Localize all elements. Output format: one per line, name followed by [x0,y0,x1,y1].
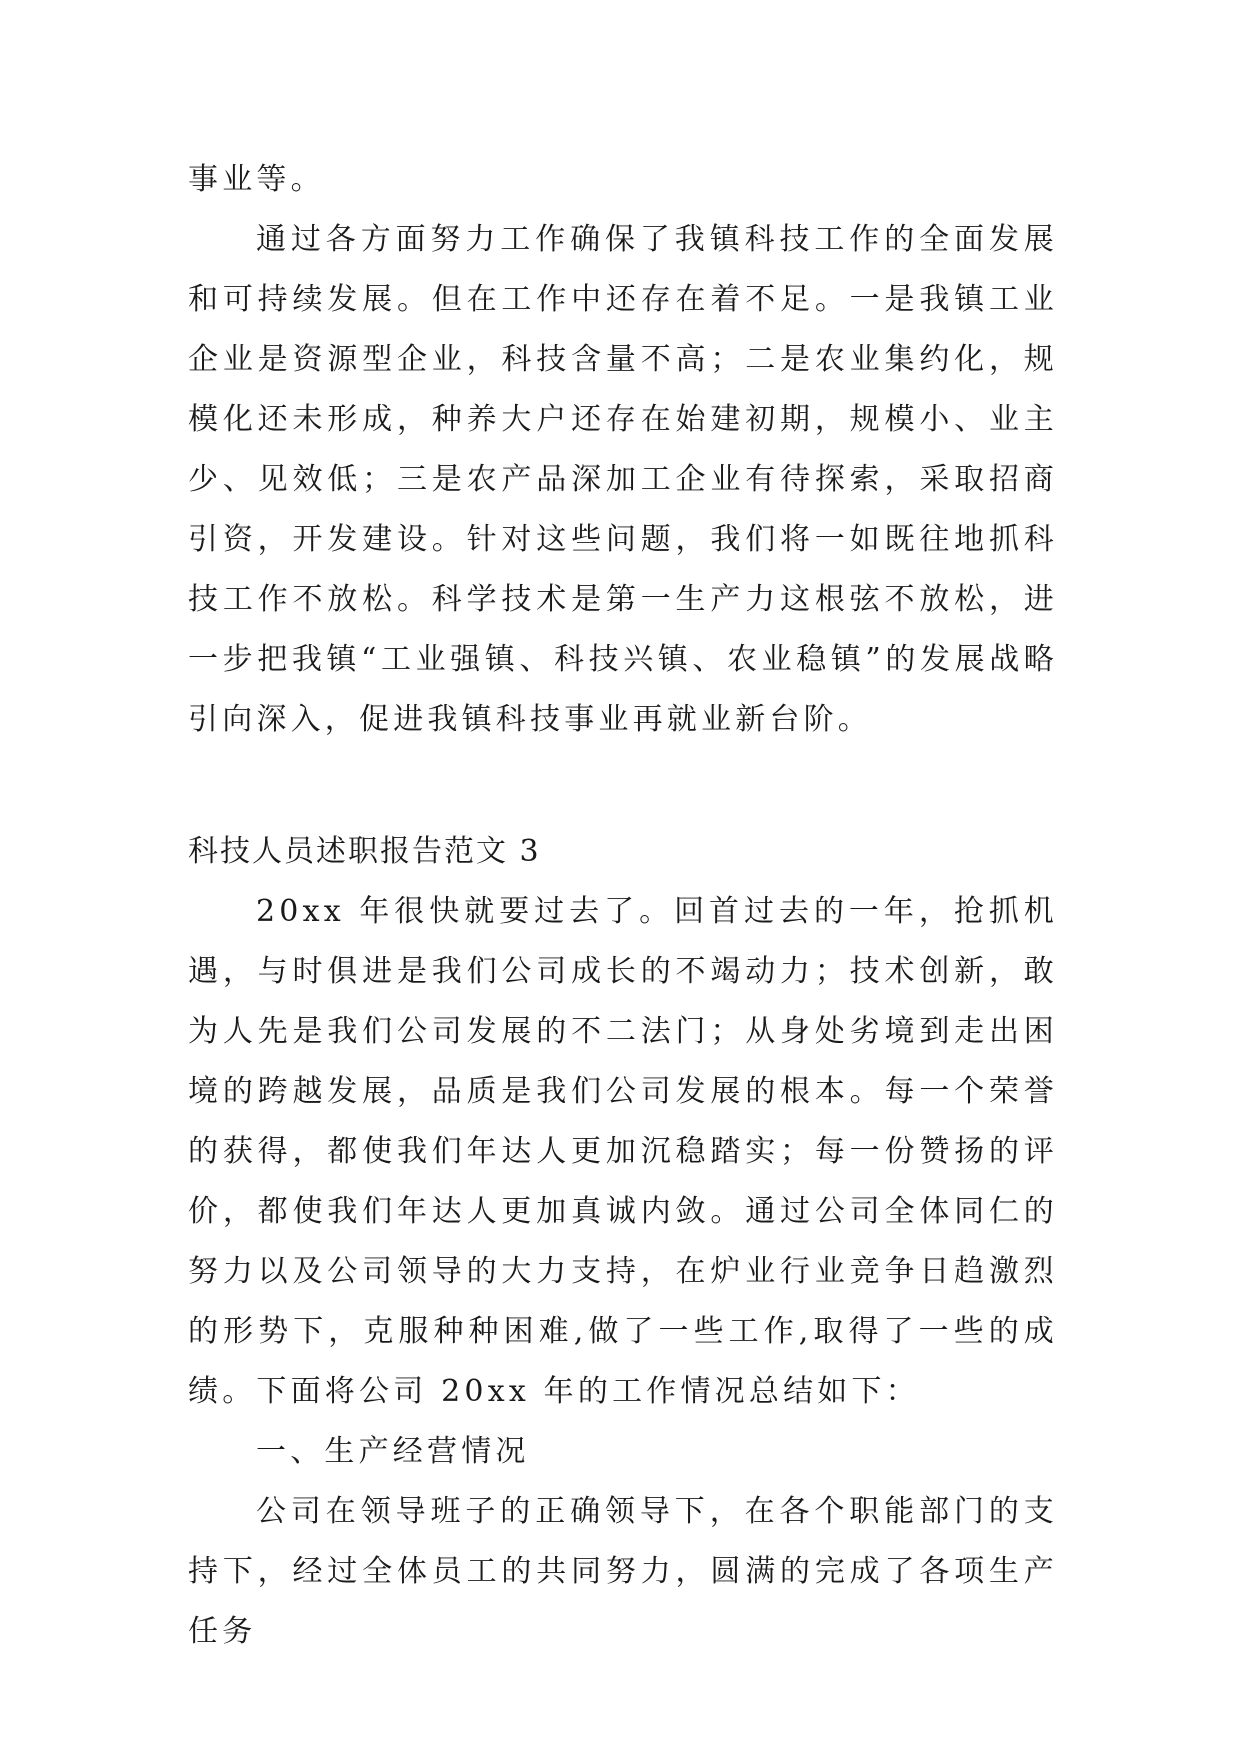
document-body [188,150,1058,1662]
paragraph-intro: 20xx 年很快就要过去了。回首过去的一年，抢抓机遇，与时俱进是我们公司成长的不竭动力；技术创新，敢为人先是我们公司发展的不二法门；从身处劣境到走出困境的跨越发展，品质是我们公司发展的根本。每一个荣誉的获得，都使我们年达人更加沉稳踏实；每一份赞扬的评价，都使我们年达人更加真诚内敛。通过公司全体同仁的努力以及公司领导的大力支持，在炉业行业竞争日趋激烈的形势下，克服种种困难,做了一些工作,取得了一些的成绩。下面将公司 20xx 年的工作情况总结如下： [188,894,1058,1409]
continuation-text: 事业等。 [188,162,325,197]
section-gap [188,750,1058,822]
section-title: 科技人员述职报告范文 3 [188,834,541,869]
paragraph-production: 公司在领导班子的正确领导下，在各个职能部门的支持下，经过全体员工的共同努力，圆满的完成了各项生产任务 [188,1494,1058,1649]
paragraph-summary: 通过各方面努力工作确保了我镇科技工作的全面发展和可持续发展。但在工作中还存在着不足。一是我镇工业企业是资源型企业，科技含量不高；二是农业集约化，规模化还未形成，种养大户还存在始建初期，规模小、业主少、见效低；三是农产品深加工企业有待探索，采取招商引资，开发建设。针对这些问题，我们将一如既往地抓科技工作不放松。科学技术是第一生产力这根弦不放松，进一步把我镇“工业强镇、科技兴镇、农业稳镇”的发展战略引向深入，促进我镇科技事业再就业新台阶。 [188,222,1058,737]
subheading-production: 一、生产经营情况 [256,1434,530,1469]
